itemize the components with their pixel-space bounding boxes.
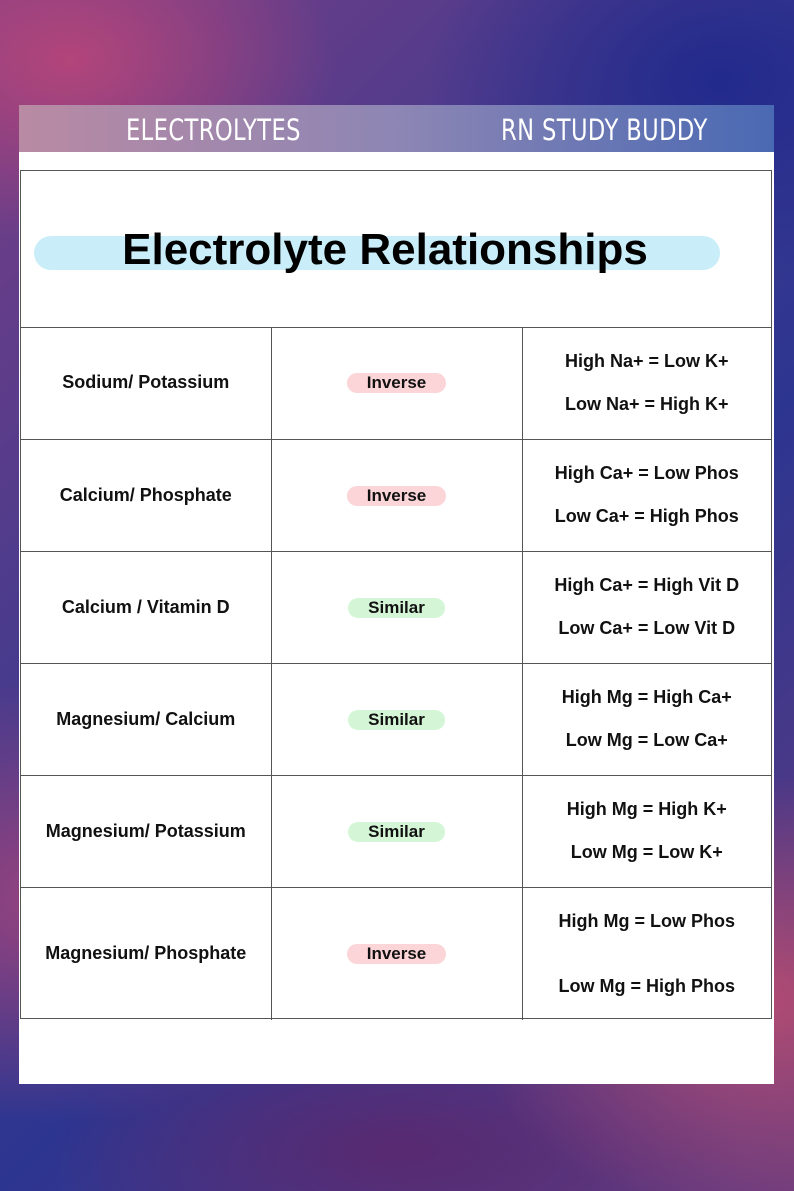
effect-line: Low Mg = High Phos bbox=[558, 975, 735, 996]
table-row bbox=[21, 327, 771, 439]
relationship-cell bbox=[271, 887, 522, 1020]
relationship-cell bbox=[271, 439, 522, 551]
table-row bbox=[21, 775, 771, 887]
pair-cell: Magnesium/ Calcium bbox=[21, 663, 271, 775]
relationship-cell bbox=[271, 775, 522, 887]
effect-cell bbox=[522, 551, 771, 663]
pair-cell: Calcium/ Phosphate bbox=[21, 439, 271, 551]
relationships-table bbox=[21, 327, 771, 1020]
effect-cell bbox=[522, 439, 771, 551]
header-banner bbox=[19, 105, 774, 152]
pair-cell: Magnesium/ Potassium bbox=[21, 775, 271, 887]
effect-cell bbox=[522, 663, 771, 775]
effect-cell bbox=[522, 775, 771, 887]
relationship-badge: Similar bbox=[348, 710, 445, 730]
title-area bbox=[21, 171, 771, 328]
table-row bbox=[21, 887, 771, 1020]
effect-line: Low Mg = Low Ca+ bbox=[565, 730, 728, 750]
effect-line: High Na+ = Low K+ bbox=[564, 350, 729, 371]
content-frame bbox=[20, 170, 772, 1019]
effect-line: High Ca+ = High Vit D bbox=[554, 575, 740, 595]
effect-line: High Mg = High K+ bbox=[566, 799, 727, 819]
page-title: Electrolyte Relationships bbox=[122, 225, 648, 274]
effect-line: High Mg = High Ca+ bbox=[561, 687, 732, 707]
relationship-cell bbox=[271, 327, 522, 439]
pair-cell: Magnesium/ Phosphate bbox=[21, 887, 271, 1020]
relationship-cell bbox=[271, 663, 522, 775]
effect-line: High Mg = Low Phos bbox=[558, 910, 735, 931]
relationship-badge: Similar bbox=[348, 598, 445, 618]
relationship-badge: Inverse bbox=[347, 944, 447, 964]
pair-cell: Sodium/ Potassium bbox=[21, 327, 271, 439]
effect-line: Low Na+ = High K+ bbox=[564, 393, 729, 414]
table-row bbox=[21, 551, 771, 663]
effect-line: Low Ca+ = High Phos bbox=[554, 506, 739, 526]
relationship-badge: Inverse bbox=[347, 373, 447, 393]
effect-line: High Ca+ = Low Phos bbox=[554, 463, 739, 483]
table-row bbox=[21, 439, 771, 551]
relationship-badge: Inverse bbox=[347, 486, 447, 506]
effect-cell bbox=[522, 327, 771, 439]
effect-cell bbox=[522, 887, 771, 1020]
banner-topic: ELECTROLYTES bbox=[126, 113, 301, 147]
effect-line: Low Mg = Low K+ bbox=[570, 842, 723, 862]
banner-brand: RN STUDY BUDDY bbox=[501, 113, 708, 147]
table-row bbox=[21, 663, 771, 775]
relationship-cell bbox=[271, 551, 522, 663]
effect-line: Low Ca+ = Low Vit D bbox=[558, 618, 736, 638]
study-sheet bbox=[19, 105, 774, 1084]
pair-cell: Calcium / Vitamin D bbox=[21, 551, 271, 663]
relationship-badge: Similar bbox=[348, 822, 445, 842]
